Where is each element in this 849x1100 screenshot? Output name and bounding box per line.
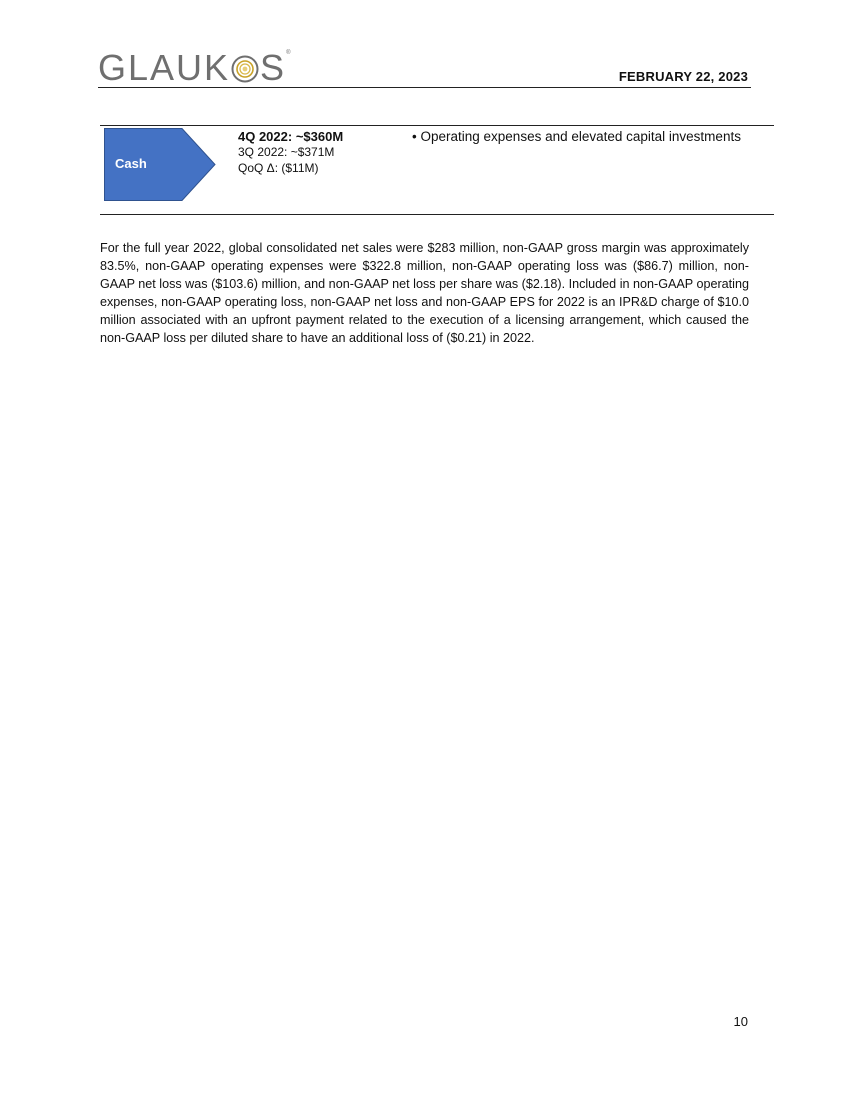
cash-quarter-change: QoQ Δ: ($11M) — [238, 161, 319, 175]
bullet-text: Operating expenses and elevated capital investments — [420, 129, 741, 144]
report-date: FEBRUARY 22, 2023 — [618, 69, 748, 84]
company-logo — [98, 46, 290, 86]
cash-label: Cash — [115, 156, 147, 171]
logo-text-suffix: S — [260, 47, 287, 88]
full-year-summary-paragraph: For the full year 2022, global consolidated net sales were $283 million, non-GAAP gross margin was approximately 83.5%, non-GAAP operating expenses were $322.8 million, non-GAAP operating loss was ($86.7) million, non-GAAP net loss was ($103.6) million, and non-GAAP net loss per share was ($2.18). Included in non-GAAP operating expenses, non-GAAP operating loss, non-GAAP net loss and non-GAAP EPS for 2022 is an IPR&D charge of $10.0 million associated with an upfront payment related to the execution of a licensing arrangement, which caused the non-GAAP loss per diluted share to have an additional loss of ($0.21) in 2022. — [100, 241, 749, 345]
header-divider — [98, 87, 751, 88]
cash-current-quarter: 4Q 2022: ~$360M — [238, 129, 344, 144]
page-number: 10 — [733, 1014, 748, 1029]
cash-summary-box — [100, 125, 774, 215]
cash-metrics — [238, 129, 343, 176]
logo-trademark: ® — [286, 50, 291, 56]
cash-driver-bullet — [412, 129, 741, 145]
cash-previous-quarter: 3Q 2022: ~$371M — [238, 145, 335, 159]
bullet-symbol: • — [412, 129, 417, 144]
logo-eye-icon — [231, 54, 259, 84]
logo-text-prefix: GLAUK — [98, 47, 231, 88]
